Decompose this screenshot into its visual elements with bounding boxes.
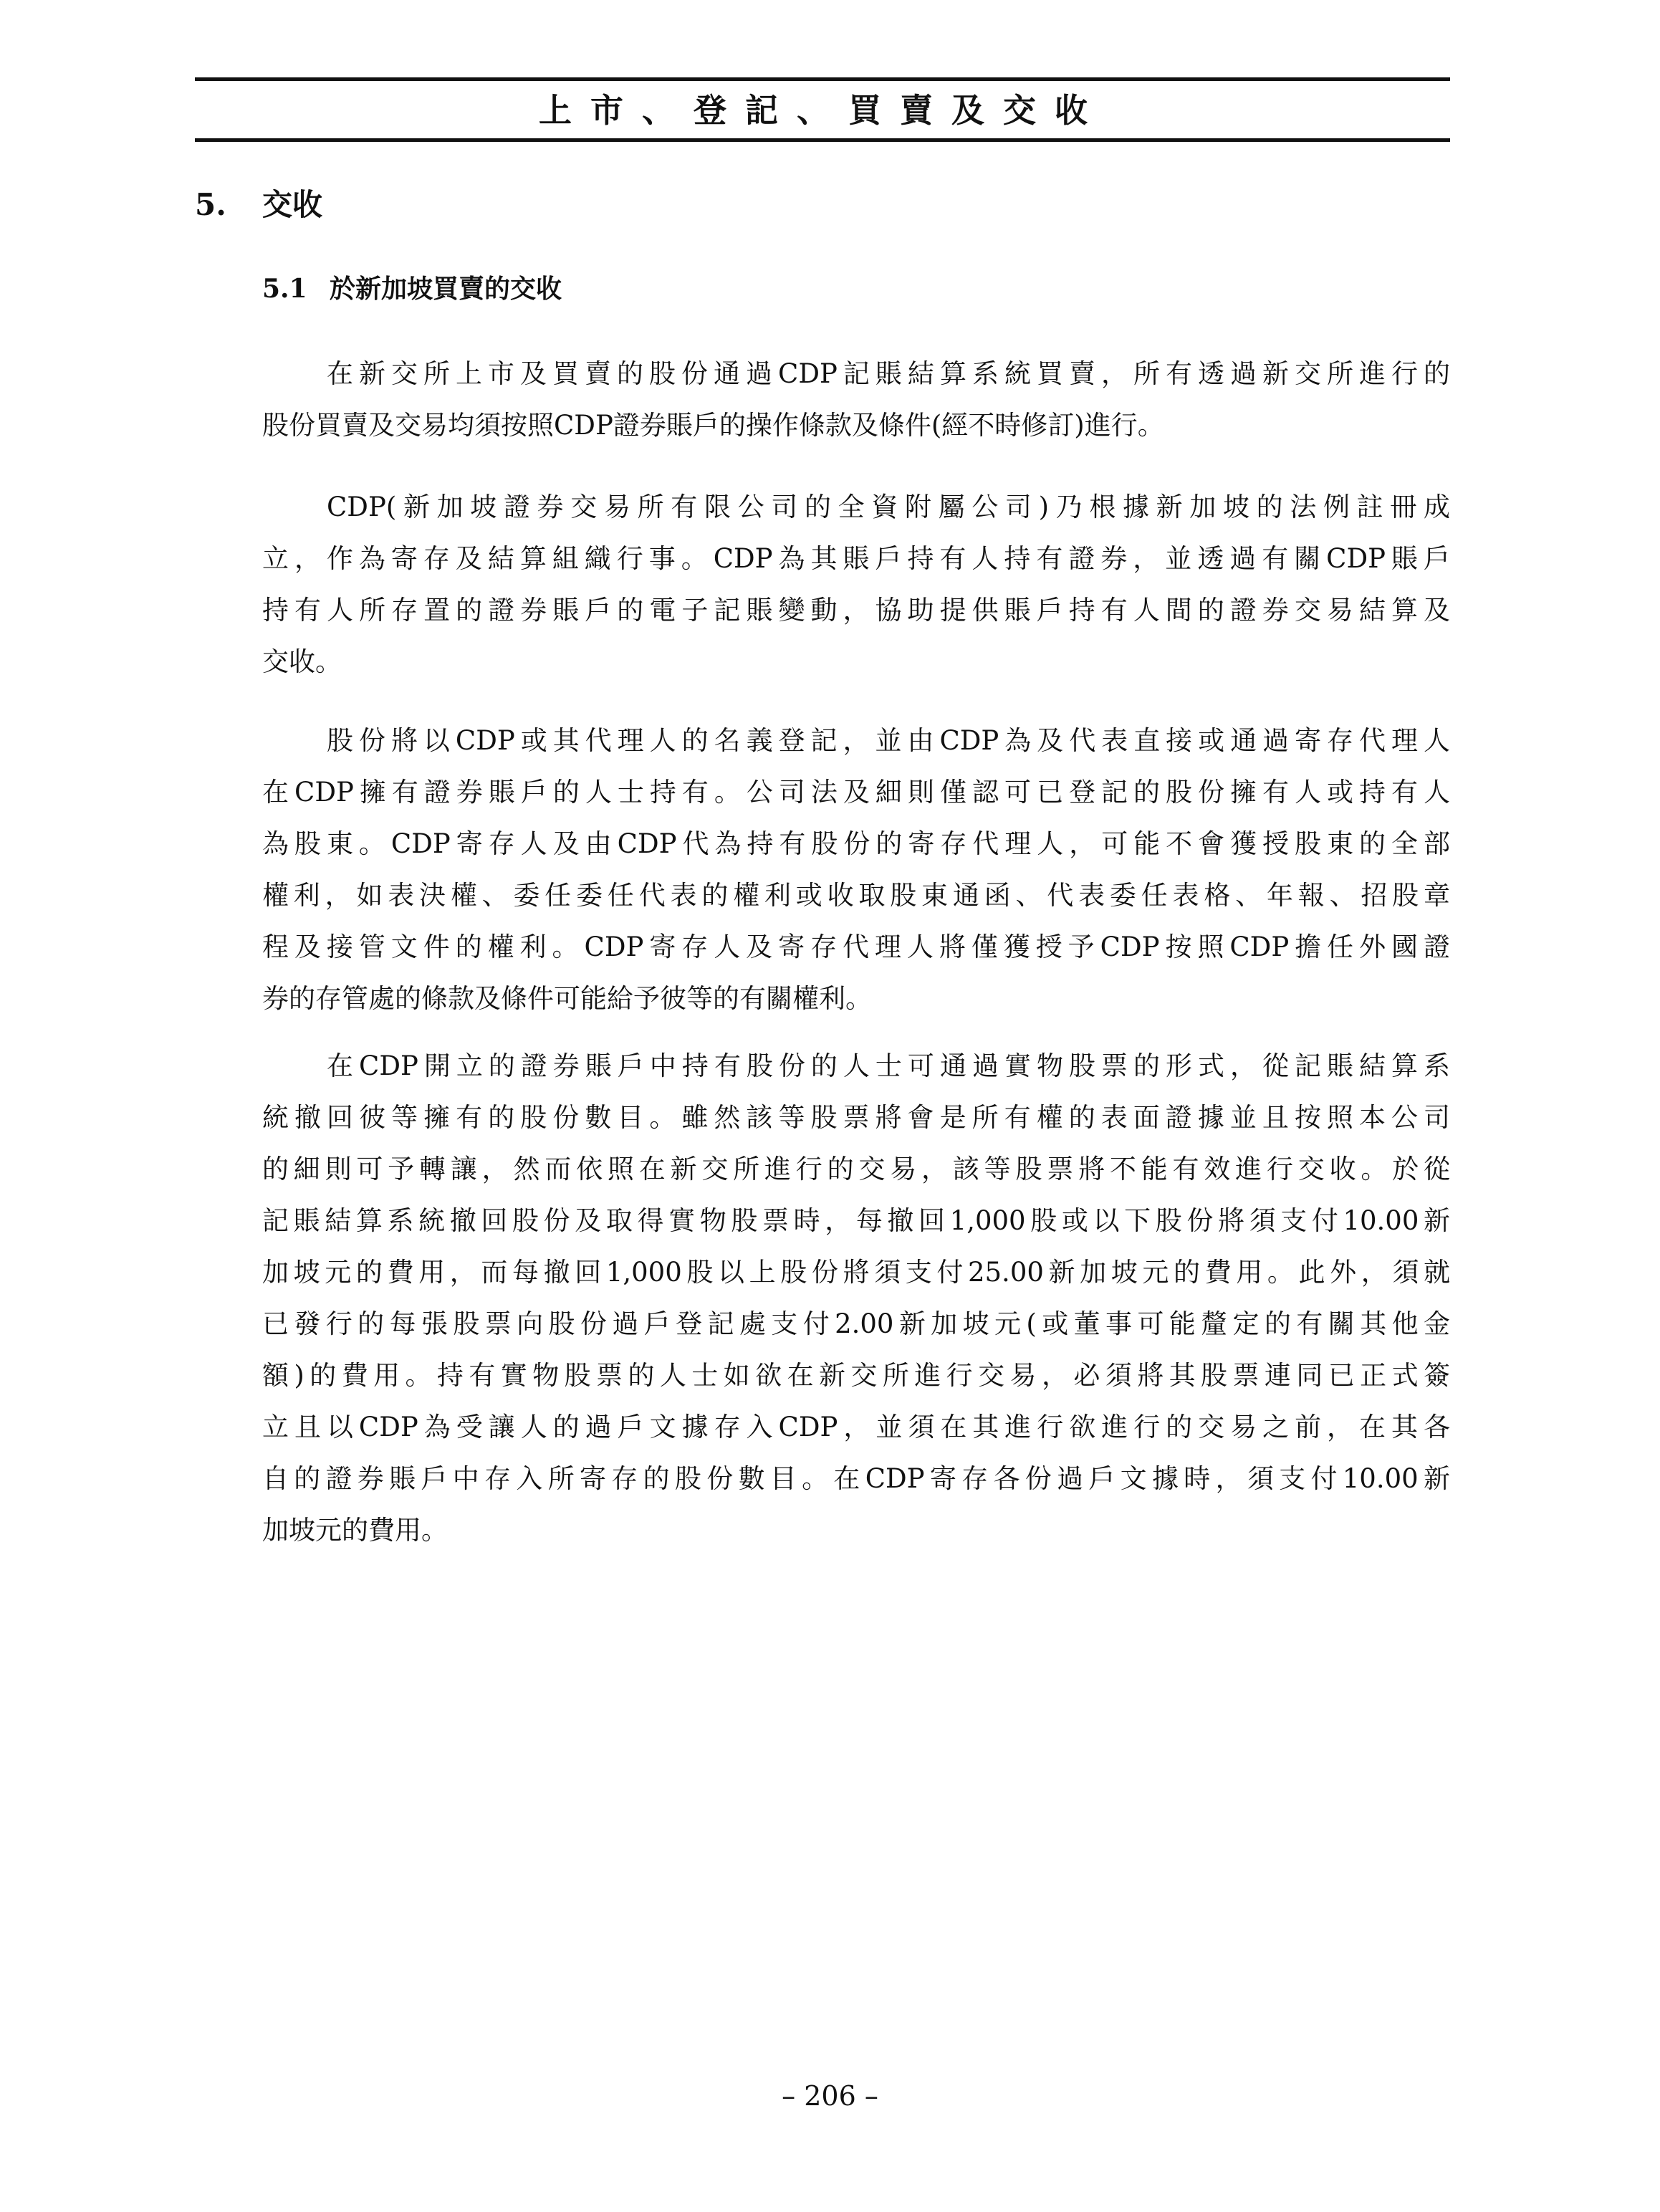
header-bottom-rule	[195, 138, 1450, 142]
paragraph-line: 統撤回彼等擁有的股份數目。雖然該等股票將會是所有權的表面證據並且按照本公司	[262, 1102, 1450, 1133]
paragraph-line: 在CDP開立的證券賬戶中持有股份的人士可通過實物股票的形式，從記賬結算系	[327, 1050, 1450, 1081]
paragraph-line: 立且以CDP為受讓人的過戶文據存入CDP，並須在其進行欲進行的交易之前，在其各	[262, 1412, 1450, 1442]
paragraph-line: 記賬結算系統撤回股份及取得實物股票時，每撤回1,000股或以下股份將須支付10.00新	[262, 1205, 1450, 1236]
section-number: 5.	[195, 187, 226, 222]
paragraph-line: 已發行的每張股票向股份過戶登記處支付2.00新加坡元(或董事可能釐定的有關其他金	[262, 1308, 1450, 1339]
paragraph-line: CDP(新加坡證券交易所有限公司的全資附屬公司)乃根據新加坡的法例註冊成	[327, 492, 1450, 522]
paragraph-2	[262, 482, 1450, 688]
subsection-number: 5.1	[262, 274, 307, 304]
paragraph-line: 為股東。CDP寄存人及由CDP代為持有股份的寄存代理人，可能不會獲授股東的全部	[262, 828, 1450, 859]
paragraph-line: 交收。	[262, 646, 342, 677]
paragraph-line: 的細則可予轉讓，然而依照在新交所進行的交易，該等股票將不能有效進行交收。於從	[262, 1154, 1450, 1184]
paragraph-4	[262, 1040, 1450, 1556]
paragraph-line: 股份買賣及交易均須按照CDP證券賬戶的操作條款及條件(經不時修訂)進行。	[262, 410, 1164, 441]
header-top-rule	[195, 77, 1450, 81]
paragraph-line: 在CDP擁有證券賬戶的人士持有。公司法及細則僅認可已登記的股份擁有人或持有人	[262, 777, 1450, 808]
paragraph-line: 立，作為寄存及結算組織行事。CDP為其賬戶持有人持有證券，並透過有關CDP賬戶	[262, 543, 1450, 574]
paragraph-3	[262, 715, 1450, 1025]
paragraph-line: 加坡元的費用。	[262, 1515, 448, 1546]
paragraph-line: 額)的費用。持有實物股票的人士如欲在新交所進行交易，必須將其股票連同已正式簽	[262, 1360, 1450, 1391]
section-heading	[195, 185, 322, 225]
paragraph-line: 權利，如表決權、委任委任代表的權利或收取股東通函、代表委任表格、年報、招股章	[262, 880, 1450, 911]
paragraph-line: 持有人所存置的證券賬戶的電子記賬變動，協助提供賬戶持有人間的證券交易結算及	[262, 595, 1450, 626]
page-number: – 206 –	[782, 2080, 878, 2112]
paragraph-line: 程及接管文件的權利。CDP寄存人及寄存代理人將僅獲授予CDP按照CDP擔任外國證	[262, 932, 1450, 962]
subsection-title: 於新加坡買賣的交收	[330, 274, 562, 304]
paragraph-line: 券的存管處的條款及條件可能給予彼等的有關權利。	[262, 983, 872, 1014]
page-header-title: 上市、登記、買賣及交收	[539, 91, 1106, 130]
subsection-heading	[262, 271, 562, 307]
paragraph-line: 股份將以CDP或其代理人的名義登記，並由CDP為及代表直接或通過寄存代理人	[327, 725, 1450, 756]
paragraph-1	[262, 348, 1450, 451]
paragraph-line: 在新交所上市及買賣的股份通過CDP記賬結算系統買賣，所有透過新交所進行的	[327, 358, 1450, 389]
paragraph-line: 自的證券賬戶中存入所寄存的股份數目。在CDP寄存各份過戶文據時，須支付10.00新	[262, 1463, 1450, 1494]
section-title: 交收	[262, 187, 323, 222]
paragraph-line: 加坡元的費用，而每撤回1,000股以上股份將須支付25.00新加坡元的費用。此外，須就	[262, 1257, 1450, 1288]
